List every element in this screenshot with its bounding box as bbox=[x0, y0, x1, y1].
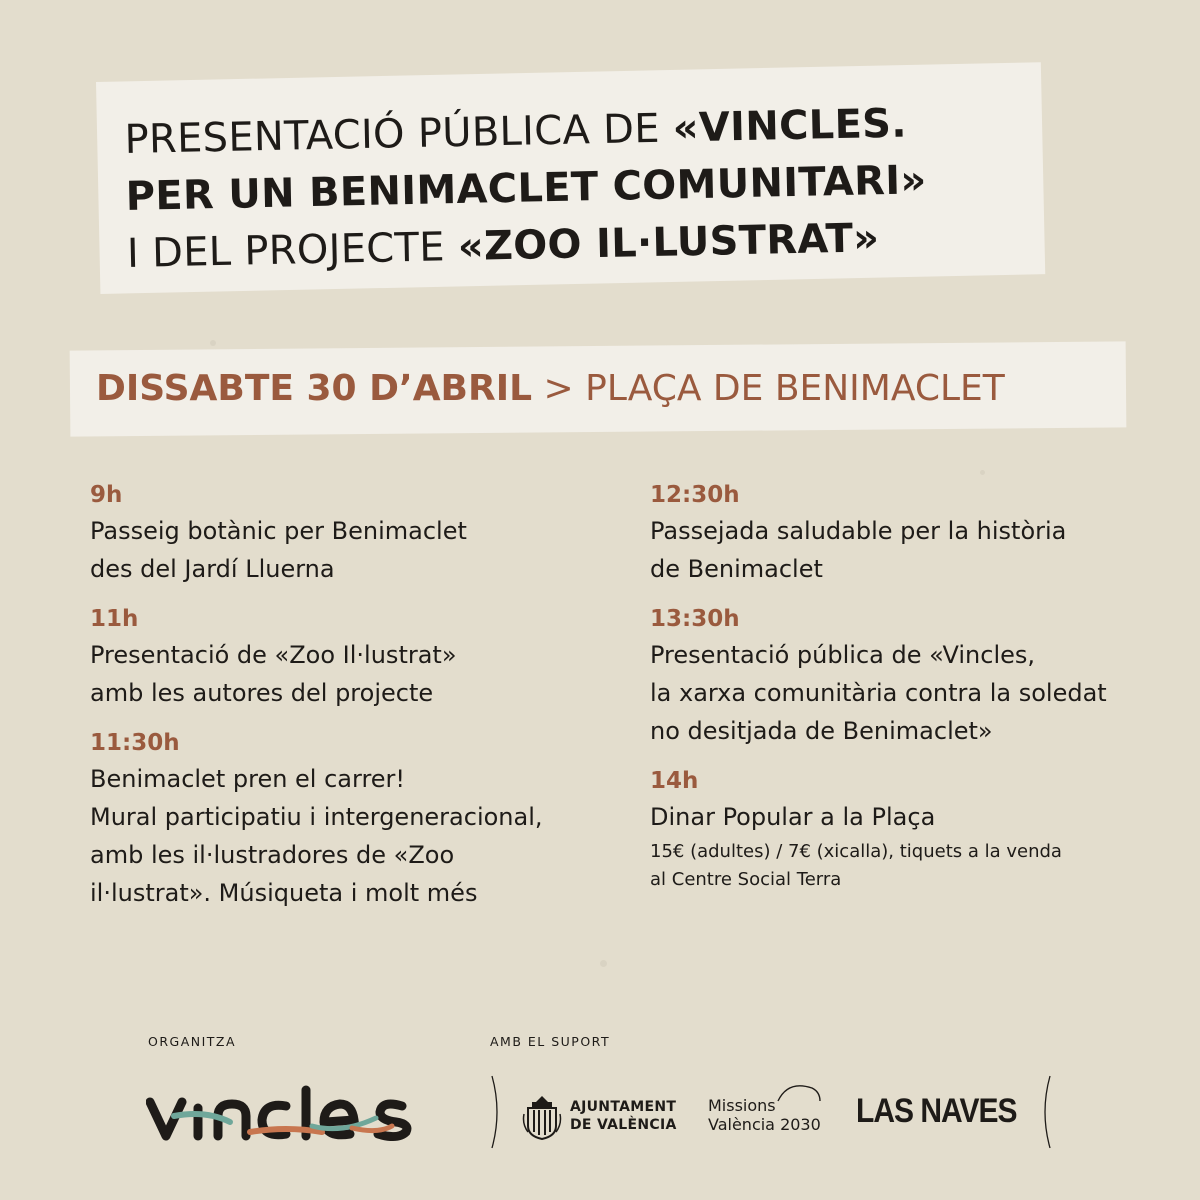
date-separator: > bbox=[532, 368, 586, 409]
date-location bbox=[96, 364, 1005, 414]
schedule-item bbox=[90, 726, 610, 912]
schedule-time: 13:30h bbox=[650, 606, 740, 632]
schedule-time: 9h bbox=[90, 482, 123, 508]
schedule-time: 11:30h bbox=[90, 730, 180, 756]
paper-texture bbox=[600, 960, 607, 967]
vincles-logo bbox=[146, 1082, 426, 1150]
schedule-item bbox=[650, 478, 1180, 588]
ajuntament-name: AJUNTAMENT DE VALÈNCIA bbox=[570, 1099, 677, 1133]
event-date: DISSABTE 30 D’ABRIL bbox=[96, 368, 533, 409]
schedule-description: Presentació pública de «Vincles, la xarxa comunitària contra la soledat no desitjada de Benimaclet» bbox=[650, 641, 1107, 745]
paper-texture bbox=[210, 340, 216, 346]
event-title bbox=[124, 93, 1057, 283]
paper-texture bbox=[980, 470, 985, 475]
schedule-right-column bbox=[650, 478, 1180, 908]
schedule-time: 12:30h bbox=[650, 482, 740, 508]
schedule-description: Benimaclet pren el carrer! Mural participatiu i intergeneracional, amb les il·lustradores de «Zoo il·lustrat». Músiqueta i molt més bbox=[90, 765, 543, 907]
organitza-label: ORGANITZA bbox=[148, 1034, 237, 1049]
suport-label: AMB EL SUPORT bbox=[490, 1034, 611, 1049]
schedule-description: Presentació de «Zoo Il·lustrat» amb les autores del projecte bbox=[90, 641, 457, 707]
schedule-time: 14h bbox=[650, 768, 699, 794]
schedule-time: 11h bbox=[90, 606, 139, 632]
schedule-note: 15€ (adultes) / 7€ (xicalla), tiquets a la venda al Centre Social Terra bbox=[650, 841, 1062, 890]
lasnaves-logo: LAS NAVES bbox=[856, 1092, 1017, 1130]
title-line1-bold: «VINCLES. bbox=[672, 100, 908, 152]
title-line3-regular: I DEL PROJECTE bbox=[126, 224, 459, 277]
missions-name: Missions València 2030 bbox=[708, 1096, 821, 1134]
title-line1-regular: PRESENTACIÓ PÚBLICA DE bbox=[124, 105, 674, 163]
coat-of-arms-icon bbox=[522, 1094, 562, 1140]
schedule-description: Passeig botànic per Benimaclet des del Jardí Lluerna bbox=[90, 517, 467, 583]
divider-right bbox=[1040, 1074, 1054, 1150]
schedule-description: Passejada saludable per la història de Benimaclet bbox=[650, 517, 1067, 583]
schedule-item bbox=[650, 764, 1180, 894]
title-line3-bold: «ZOO IL·LUSTRAT» bbox=[457, 215, 880, 271]
schedule-item bbox=[90, 478, 610, 588]
event-place: PLAÇA DE BENIMACLET bbox=[585, 368, 1005, 409]
schedule-item bbox=[650, 602, 1180, 750]
title-line2: PER UN BENIMACLET COMUNITARI» bbox=[125, 157, 928, 220]
schedule-description: Dinar Popular a la Plaça bbox=[650, 803, 936, 831]
missions-logo bbox=[708, 1082, 838, 1138]
schedule-item bbox=[90, 602, 610, 712]
divider-left bbox=[488, 1074, 502, 1150]
ajuntament-logo bbox=[522, 1094, 692, 1140]
schedule-left-column bbox=[90, 478, 610, 926]
